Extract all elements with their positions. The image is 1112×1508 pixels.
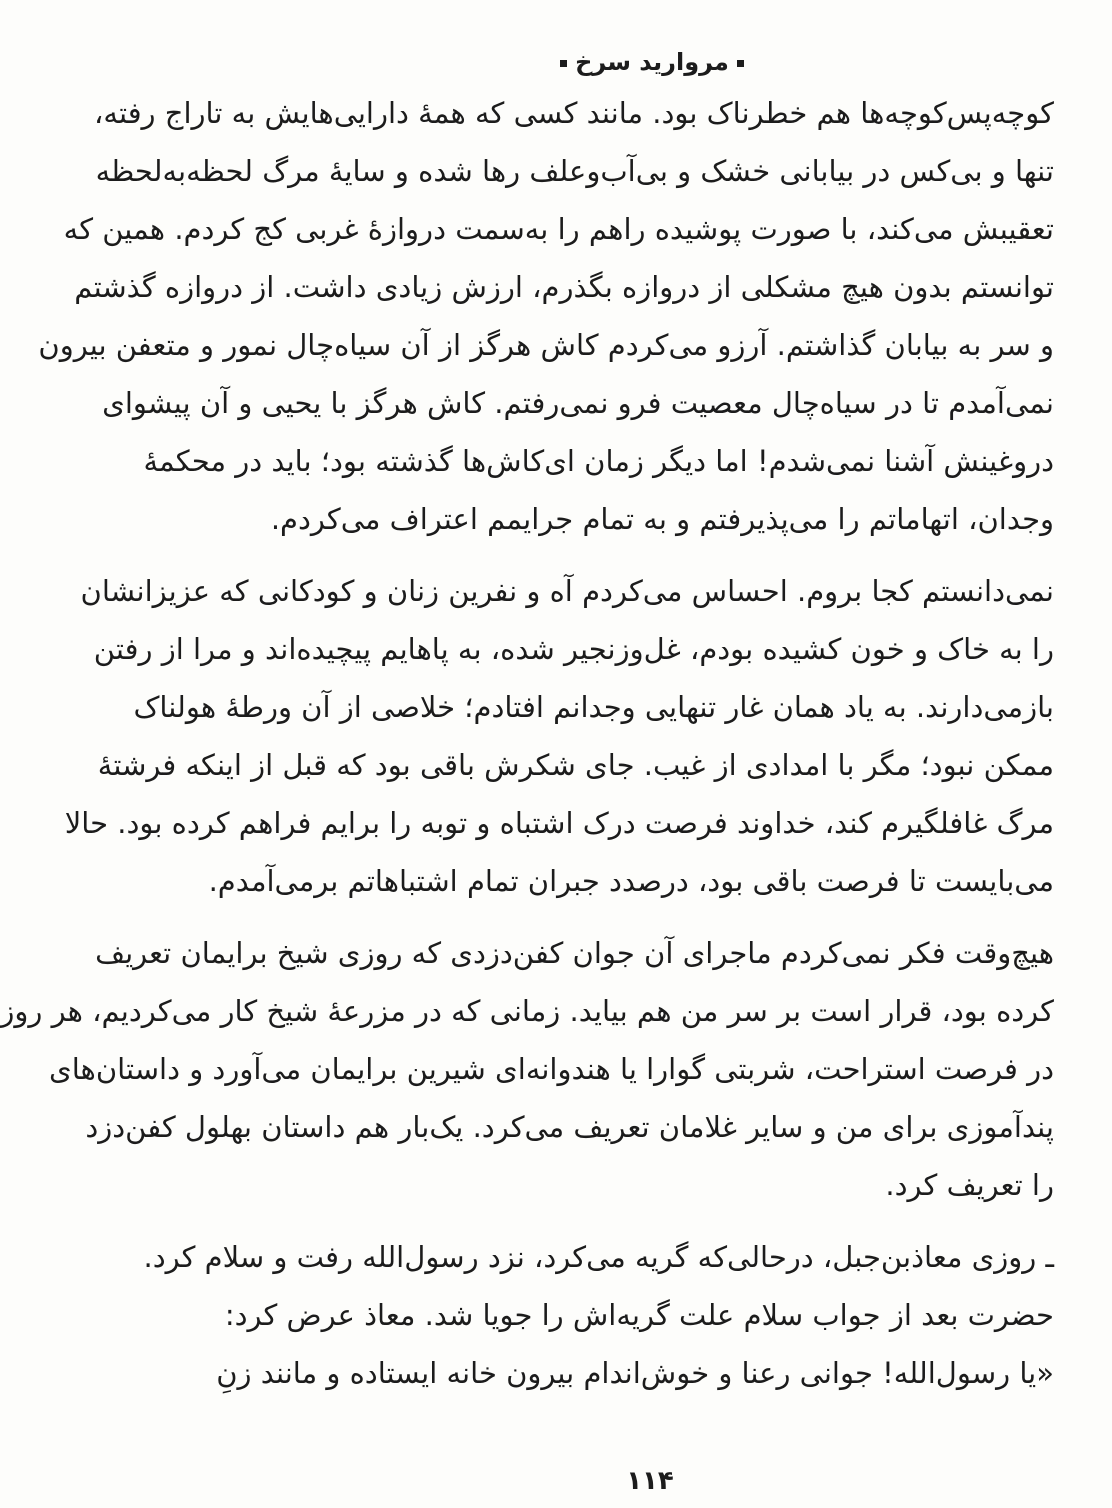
text-line: را به خاک و خون کشیده بودم، غل‌وزنجیر شده، به پاهایم پیچیده‌اند و مرا از رفتن [93,632,1054,666]
paragraph-gap [250,1214,1054,1228]
paragraph [64,562,1054,910]
text-line: ـ روزی معاذبن‌جبل، درحالی‌که گریه می‌کرد، نزد رسول‌الله رفت و سلام کرد. [143,1240,1054,1274]
text-line: را تعریف کرد. [885,1168,1054,1202]
square-ornament-icon [737,60,744,67]
paragraph [0,924,1054,1214]
text-line: می‌بایست تا فرصت باقی بود، درصدد جبران تمام اشتباهاتم برمی‌آمدم. [208,864,1054,898]
text-line: تنها و بی‌کس در بیابانی خشک و بی‌آب‌وعلف رها شده و سایهٔ مرگ لحظه‌به‌لحظه [95,154,1054,188]
text-line: دروغینش آشنا نمی‌شدم! اما دیگر زمان ای‌کاش‌ها گذشته بود؛ باید در محکمهٔ [143,444,1054,478]
text-line: مرگ غافلگیرم کند، خداوند فرصت درک اشتباه و توبه را برایم فراهم کرده بود. حالا [64,806,1054,840]
text-line: «یا رسول‌الله! جوانی رعنا و خوش‌اندام بیرون خانه ایستاده و مانند زنِ [216,1356,1054,1390]
text-line: تعقیبش می‌کند، با صورت پوشیده راهم را به‌سمت دروازهٔ غربی کج کردم. همین که [63,212,1054,246]
text-line: کوچه‌پس‌کوچه‌ها هم خطرناک بود. مانند کسی که همهٔ دارایی‌هایش به تاراج رفته، [94,96,1054,130]
text-line: کرده بود، قرار است بر سر من هم بیاید. زمانی که در مزرعهٔ شیخ کار می‌کردیم، هر روز [0,994,1054,1028]
paragraph [143,1228,1054,1402]
paragraph [38,84,1054,548]
paragraph-gap [250,548,1054,562]
text-line: حضرت بعد از جواب سلام علت گریه‌اش را جویا شد. معاذ عرض کرد: [224,1298,1054,1332]
square-ornament-icon [560,60,567,67]
body-text [0,84,1054,1402]
text-line: ممکن نبود؛ مگر با امدادی از غیب. جای شکرش باقی بود که قبل از اینکه فرشتهٔ [97,748,1054,782]
text-line: در فرصت استراحت، شربتی گوارا یا هندوانه‌ای شیرین برایمان می‌آورد و داستان‌های [49,1052,1054,1086]
text-line: و سر به بیابان گذاشتم. آرزو می‌کردم کاش هرگز از آن سیاه‌چال نمور و متعفن بیرون [38,328,1054,362]
text-line: توانستم بدون هیچ مشکلی از دروازه بگذرم، ارزش زیادی داشت. از دروازه گذشتم [74,270,1054,304]
paragraph-gap [250,910,1054,924]
text-line: بازمی‌دارند. به یاد همان غار تنهایی وجدانم افتادم؛ خلاصی از آن ورطهٔ هولناک [133,690,1054,724]
text-line: پندآموزی برای من و سایر غلامان تعریف می‌کرد. یک‌بار هم داستان بهلول کفن‌دزد [85,1110,1054,1144]
text-line: نمی‌آمدم تا در سیاه‌چال معصیت فرو نمی‌رفتم. کاش هرگز با یحیی و آن پیشوای [102,386,1054,420]
running-head [250,40,1054,84]
text-line: هیچ‌وقت فکر نمی‌کردم ماجرای آن جوان کفن‌دزدی که روزی شیخ برایمان تعریف [95,936,1054,970]
page-number: ۱۱۴ [626,1466,674,1496]
running-head-title: مروارید سرخ [575,48,729,76]
text-line: وجدان، اتهاماتم را می‌پذیرفتم و به تمام جرایمم اعتراف می‌کردم. [270,502,1054,536]
text-line: نمی‌دانستم کجا بروم. احساس می‌کردم آه و نفرین زنان و کودکانی که عزیزانشان [80,574,1054,608]
